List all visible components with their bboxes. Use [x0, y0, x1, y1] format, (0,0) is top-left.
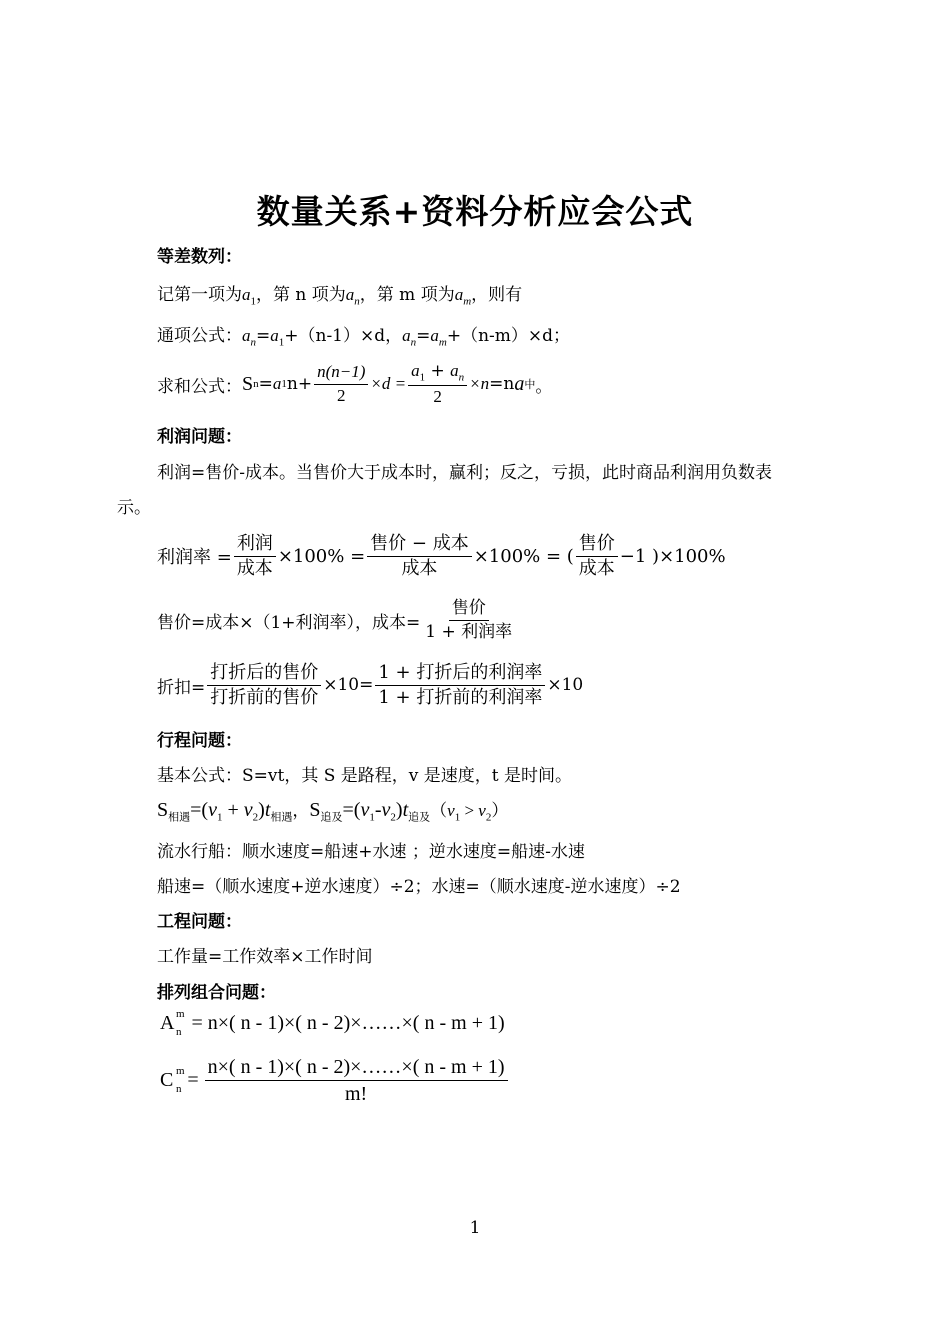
price-cost-formula [157, 592, 517, 648]
disc-times-1: ×10= [323, 675, 374, 695]
arith-def-text-4: ，则有 [471, 285, 523, 305]
rate-f1-numerator: 利润 [234, 532, 276, 556]
discount-fraction-1 [207, 661, 321, 709]
gt-rest-2: +（n-m）×d； [446, 326, 571, 346]
section-heading-combinatorics: 排列组合问题： [157, 983, 276, 1003]
meet-v1: v [208, 799, 217, 821]
travel-basic-formula: 基本公式：S=vt，其 S 是路程，v 是速度，t 是时间。 [157, 766, 573, 786]
an-subscript: n [354, 295, 360, 308]
gt-a1: a [270, 326, 279, 345]
page-title: 数量关系+资料分析应会公式 [256, 192, 694, 231]
chase-t-sub: 追及 [408, 810, 431, 824]
sf2-a1-sub: 1 [419, 371, 426, 384]
sum-end: 。 [535, 376, 553, 397]
page-number: 1 [469, 1218, 481, 1238]
rate-f3-denominator: 成本 [578, 557, 615, 579]
rate-f1-denominator: 成本 [236, 557, 273, 579]
combination-formula [160, 1050, 510, 1110]
section-heading-profit: 利润问题： [157, 427, 242, 447]
cond-v1-sub: 1 [454, 811, 461, 824]
meet-chase-formula [157, 796, 508, 824]
sum-a-mid: a [514, 372, 525, 395]
arith-def-text-1: 记第一项为 [157, 285, 242, 305]
cond-v2: v [478, 801, 486, 820]
am-symbol: a [454, 285, 464, 304]
work-formula: 工作量=工作效率×工作时间 [157, 947, 373, 967]
comb-eq: = [187, 1068, 199, 1091]
comb-C: C [160, 1068, 174, 1091]
comb-sub: n [176, 1082, 182, 1095]
disc-f1-numerator: 打折后的售价 [207, 661, 321, 685]
chase-close: ) [395, 799, 403, 821]
rate-times-1: ×100% = [277, 545, 366, 567]
rate-f2-denominator: 成本 [401, 557, 438, 579]
meet-t-sub: 相遇 [270, 810, 293, 824]
disc-f1-denominator: 打折前的售价 [210, 686, 319, 708]
sum-a1-sub: 1 [281, 378, 287, 390]
cond-open: （ [430, 801, 448, 821]
gt-a1-sub: 1 [278, 336, 285, 349]
price-line-text: 售价=成本×（1+利润率），成本= [157, 612, 421, 633]
arith-def-text-3: ，第 m 项为 [359, 285, 455, 305]
comb-fraction [205, 1054, 508, 1107]
arith-def-text-2: ，第 n 项为 [256, 285, 346, 305]
a1-subscript: 1 [250, 295, 256, 308]
profit-rate-formula [157, 526, 726, 586]
discount-label: 折扣= [157, 677, 206, 698]
a1-symbol: a [242, 285, 251, 304]
sum-eq: = [258, 374, 273, 394]
gt-eq: = [256, 326, 271, 346]
comb-numerator: n×( n - 1)×( n - 2)×……×( n - m + 1) [205, 1054, 508, 1081]
sum-fraction-2 [408, 360, 467, 408]
rate-times-2: ×100% = ( [473, 545, 574, 567]
gt2-a-sub: n [410, 336, 417, 349]
perm-symbol [160, 1008, 186, 1038]
perm-sub: n [176, 1026, 182, 1038]
disc-f2-denominator: 1 + 打折前的利润率 [378, 686, 543, 708]
general-term-label: 通项公式： [157, 326, 242, 346]
sum-n-plus: n+ [286, 374, 313, 394]
sum-frac1-denominator: 2 [336, 385, 346, 405]
meet-eq: =( [190, 799, 209, 821]
sum-S-sub: n [253, 378, 259, 390]
comb-symbol [160, 1064, 187, 1095]
meet-sep: ， [292, 801, 310, 821]
rate-f2-numerator: 售价 − 成本 [367, 532, 472, 556]
meet-plus: + [222, 799, 244, 821]
sum-label: 求和公式： [157, 376, 242, 397]
sf2-a1: a [411, 361, 420, 381]
cost-frac-denominator: 1 + 利润率 [425, 621, 513, 642]
discount-fraction-2 [375, 661, 545, 709]
meet-v1-sub: 1 [216, 811, 223, 824]
boat-formula-1: 流水行船：顺水速度=船速+水速 ；逆水速度=船速-水速 [157, 842, 585, 862]
meet-v2: v [243, 799, 253, 821]
sum-frac2-denominator: 2 [433, 386, 442, 406]
chase-S: S [309, 799, 321, 821]
sum-S: S [242, 372, 254, 395]
boat-formula-2: 船速=（顺水速度+逆水速度）÷2；水速=（顺水速度-逆水速度）÷2 [157, 877, 681, 897]
chase-v1-sub: 1 [369, 811, 375, 824]
an-symbol: a [345, 285, 355, 304]
comb-sup: m [176, 1064, 185, 1077]
sum-formula [157, 356, 552, 412]
meet-v2-sub: 2 [252, 811, 259, 824]
chase-v2-sub: 2 [390, 811, 396, 824]
cost-frac-numerator: 售价 [449, 597, 489, 620]
meet-S: S [157, 799, 169, 821]
gt2-eq: = [416, 326, 431, 346]
gt2-a: a [402, 326, 411, 345]
sum-eq-n: =n [489, 374, 515, 394]
sum-times-n: ×n [469, 374, 490, 393]
cost-fraction [422, 597, 515, 642]
sum-a1: a [272, 374, 282, 393]
sf2-an-sub: n [458, 371, 465, 384]
section-heading-work: 工程问题： [157, 912, 242, 932]
perm-A: A [160, 1012, 175, 1034]
sf2-an: a [450, 361, 459, 381]
chase-eq: =( [342, 799, 361, 821]
am-subscript: m [463, 295, 472, 308]
section-heading-travel: 行程问题： [157, 731, 242, 751]
profit-paragraph-line-1: 利润=售价-成本。当售价大于成本时，赢利；反之，亏损，此时商品利润用负数表 [157, 463, 772, 483]
gt2-am-sub: m [438, 336, 447, 349]
sum-frac2-numerator [408, 360, 467, 386]
perm-expression: = n×( n - 1)×( n - 2)×……×( n - m + 1) [191, 1012, 505, 1034]
rate-fraction-2 [367, 532, 472, 580]
rate-fraction-3 [576, 532, 618, 580]
general-term-formula [157, 321, 570, 348]
chase-v1: v [360, 799, 370, 821]
gt-rest-1: +（n-1）×d， [284, 326, 403, 346]
sum-times-d: ×d = [370, 374, 407, 393]
rate-label: 利润率 = [157, 547, 232, 568]
cond-close: ） [491, 801, 509, 821]
meet-t: t [264, 799, 271, 821]
rate-times-3: −1 )×100% [619, 545, 726, 567]
perm-sup: m [176, 1008, 185, 1020]
cond-v2-sub: 2 [485, 811, 492, 824]
sf2-plus: + [425, 361, 451, 382]
gt-a-sub: n [250, 336, 256, 349]
permutation-formula [160, 1008, 505, 1038]
profit-paragraph-line-2: 示。 [117, 498, 151, 518]
meet-S-sub: 相遇 [168, 810, 191, 824]
arith-definition-line [157, 280, 522, 307]
disc-f2-numerator: 1 + 打折后的利润率 [375, 661, 545, 685]
sum-frac1-numerator: n(n−1) [314, 361, 368, 384]
chase-S-sub: 追及 [320, 810, 343, 824]
comb-denominator: m! [344, 1082, 368, 1105]
cond-v1: v [447, 801, 455, 820]
cond-gt: > [460, 801, 479, 820]
gt2-am: a [430, 326, 439, 345]
rate-f3-numerator: 售价 [576, 532, 618, 556]
disc-times-2: ×10 [547, 675, 584, 695]
sum-a-mid-sub: 中 [524, 378, 536, 391]
gt-a: a [242, 326, 251, 345]
sum-fraction-1 [314, 361, 368, 406]
rate-fraction-1 [234, 532, 276, 580]
section-heading-arithmetic: 等差数列： [157, 247, 242, 267]
chase-minus: - [374, 799, 382, 821]
chase-t: t [402, 799, 409, 821]
meet-close: ) [258, 799, 265, 821]
discount-formula [157, 655, 583, 715]
chase-v2: v [381, 799, 391, 821]
